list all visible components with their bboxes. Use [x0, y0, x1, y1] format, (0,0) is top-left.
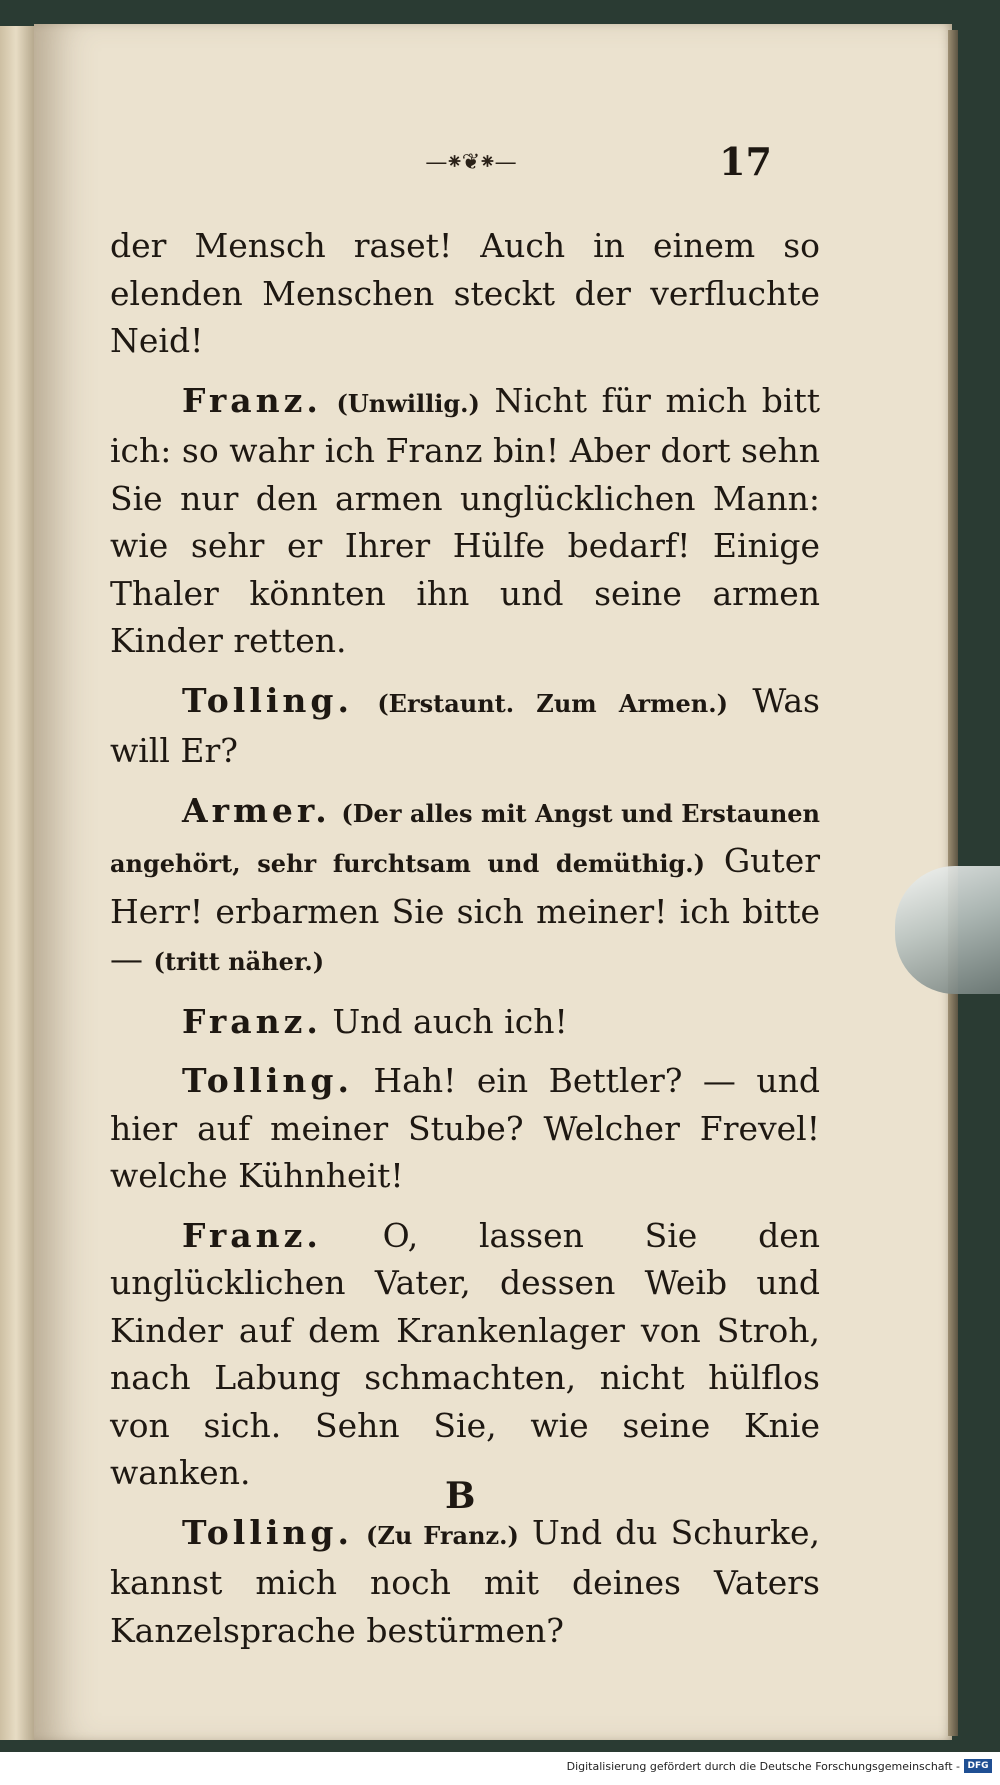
paragraph-text: O, lassen Sie den unglücklichen Vater, dessen Weib und Kinder auf dem Krankenlager von Stroh, nach Labung schmachten, nicht hülflos von sich. Sehn Sie, wie seine Knie wanken.: [110, 1215, 820, 1492]
dialogue-tolling-2: [110, 1057, 820, 1200]
stage-direction: (Unwillig.): [336, 388, 480, 418]
paragraph-text: der Mensch raset! Auch in einem so elenden Menschen steckt der verfluchte Neid!: [110, 226, 820, 360]
stage-direction: (Der alles mit Angst und Erstaunen angehört, sehr furchtsam und demüthig.): [110, 798, 820, 878]
speaker-name: Tolling.: [182, 1061, 353, 1100]
speaker-name: Tolling.: [182, 1512, 353, 1552]
paragraph-text: Und auch ich!: [332, 1001, 568, 1041]
speaker-name: Tolling.: [182, 680, 353, 720]
paragraph-text: Guter Herr! erbarmen Sie sich meiner! ich bitte —: [110, 841, 820, 978]
page-number: 17: [719, 139, 772, 184]
paragraph-text: Nicht für mich bitt ich: so wahr ich Franz bin! Aber dort sehn Sie nur den armen unglücklichen Mann: wie sehr er Ihrer Hülfe bedarf! Einige Thaler könnten ihn und seine armen Kinder retten.: [110, 380, 820, 660]
stage-direction: (tritt näher.): [153, 947, 325, 976]
glass-page-holder: [895, 866, 1000, 994]
stage-direction: (Erstaunt. Zum Armen.): [377, 688, 728, 718]
footer-credit: Digitalisierung gefördert durch die Deutsche Forschungsgemeinschaft -: [566, 1760, 960, 1773]
speaker-name: Franz.: [182, 380, 322, 420]
page-header: [400, 140, 790, 200]
paragraph-text: Hah! ein Bettler? — und hier auf meiner Stube? Welcher Frevel! welche Kühnheit!: [110, 1061, 820, 1195]
dialogue-tolling-1: [110, 677, 820, 775]
dialogue-franz-3: [110, 1212, 820, 1497]
paragraph-text: Und du Schurke, kannst mich noch mit deines Vaters Kanzelsprache bestürmen?: [110, 1512, 821, 1650]
speaker-name: Franz.: [182, 1001, 322, 1041]
dialogue-franz-2: [110, 998, 820, 1046]
speaker-name: Franz.: [182, 1215, 322, 1255]
signature-mark: B: [445, 1475, 476, 1517]
dialogue-franz-1: [110, 377, 820, 665]
paragraph-text: Was will Er?: [110, 680, 820, 770]
dialogue-armer-1: [110, 787, 820, 986]
footer-bar: [0, 1752, 1000, 1785]
header-ornament: —⁕❦⁕—: [425, 150, 515, 175]
dialogue-tolling-3: [110, 1509, 820, 1655]
page-text: [110, 222, 820, 1666]
stage-direction: (Zu Franz.): [366, 1520, 519, 1550]
paragraph-continuation: [110, 222, 820, 365]
dfg-logo-icon: DFG: [964, 1759, 992, 1773]
speaker-name: Armer.: [182, 790, 331, 830]
